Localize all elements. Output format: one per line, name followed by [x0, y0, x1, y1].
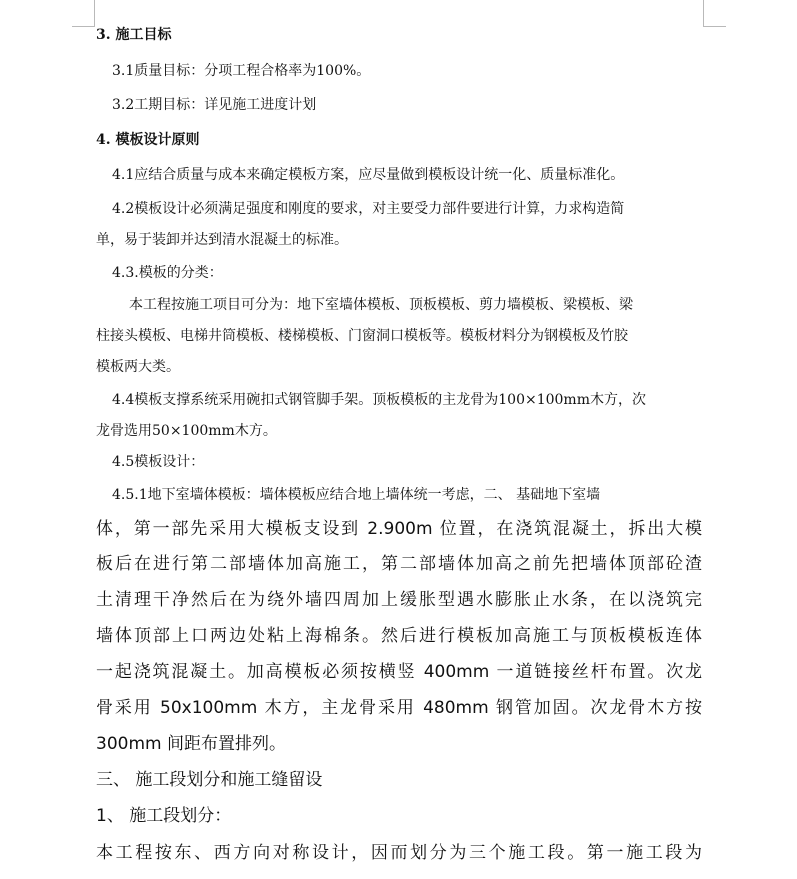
- paragraph-line: 4.3.模板的分类：: [112, 265, 223, 281]
- section-heading-stages-and-joints: 三、 施工段划分和施工缝留设: [96, 770, 323, 790]
- paragraph-line: 骨采用 50x100mm 木方，主龙骨采用 480mm 钢管加固。次龙骨木方按: [96, 698, 702, 718]
- heading-construction-goals: 3. 施工目标: [96, 27, 172, 43]
- heading-formwork-design-principles: 4. 模板设计原则: [96, 132, 200, 148]
- page-corner-mark-right: [703, 0, 726, 27]
- page-corner-mark-left: [72, 0, 95, 27]
- paragraph-line: 墙体顶部上口两边处粘上海棉条。然后进行模板加高施工与顶板模板连体: [96, 626, 702, 646]
- subsection-heading-stage-division: 1、 施工段划分：: [96, 806, 232, 826]
- paragraph-line: 龙骨选用50×100mm木方。: [96, 423, 277, 439]
- paragraph-line: 模板两大类。: [96, 359, 180, 375]
- paragraph-line: 板后在进行第二部墙体加高施工，第二部墙体加高之前先把墙体顶部砼渣: [96, 554, 702, 574]
- paragraph-line: 3.1质量目标：分项工程合格率为100%。: [112, 63, 371, 79]
- paragraph-line: 一起浇筑混凝土。加高模板必须按横竖 400mm 一道链接丝杆布置。次龙: [96, 662, 702, 682]
- paragraph-line: 4.5模板设计：: [112, 454, 205, 470]
- paragraph-line: 体，第一部先采用大模板支设到 2.900m 位置，在浇筑混凝土，拆出大模: [96, 519, 702, 539]
- paragraph-line: 柱接头模板、电梯井筒模板、楼梯模板、门窗洞口模板等。模板材料分为钢模板及竹胶: [96, 328, 628, 344]
- paragraph-line: 300mm 间距布置排列。: [96, 734, 286, 754]
- paragraph-line: 4.2模板设计必须满足强度和刚度的要求，对主要受力部件要进行计算，力求构造简: [112, 201, 625, 217]
- paragraph-line: 4.4模板支撑系统采用碗扣式钢管脚手架。顶板模板的主龙骨为100×100mm木方，次: [112, 392, 646, 408]
- paragraph-line: 本工程按施工项目可分为：地下室墙体模板、顶板模板、剪力墙模板、梁模板、梁: [129, 297, 633, 313]
- paragraph-line: 土清理干净然后在为绕外墙四周加上缓胀型遇水膨胀止水条，在以浇筑完: [96, 590, 702, 610]
- paragraph-line: 4.5.1地下室墙体模板：墙体模板应结合地上墙体统一考虑，二、 基础地下室墙: [112, 487, 601, 503]
- paragraph-line: 单，易于装卸并达到清水混凝土的标准。: [96, 232, 348, 248]
- paragraph-line: 4.1应结合质量与成本来确定模板方案，应尽量做到模板设计统一化、质量标准化。: [112, 167, 625, 183]
- paragraph-line: 3.2工期目标：详见施工进度计划: [112, 97, 317, 113]
- paragraph-line: 本工程按东、西方向对称设计，因而划分为三个施工段。第一施工段为: [96, 843, 702, 863]
